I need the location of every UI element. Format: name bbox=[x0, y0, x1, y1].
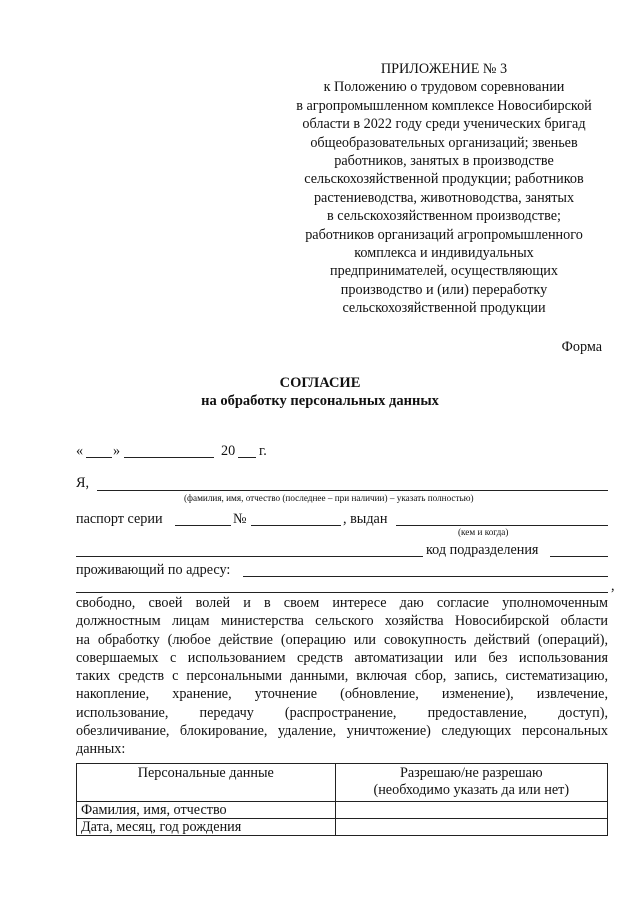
permission-header-line-1: Разрешаю/не разрешаю bbox=[399, 765, 543, 781]
appendix-line: сельскохозяйственной продукции; работников bbox=[304, 171, 584, 188]
consent-line: данных: bbox=[76, 741, 126, 758]
consent-line: накопление, хранение, уточнение (обновление, изменение), извлечение, bbox=[76, 686, 608, 703]
issued-caption: (кем и когда) bbox=[458, 527, 509, 537]
year-suffix: г. bbox=[259, 443, 267, 459]
passport-label: паспорт серии bbox=[76, 511, 163, 527]
table-row bbox=[77, 819, 608, 836]
date-close-quote: » bbox=[113, 443, 121, 459]
day-field[interactable] bbox=[86, 457, 112, 458]
consent-paragraph bbox=[76, 594, 608, 759]
address-field[interactable] bbox=[243, 576, 608, 577]
table-row bbox=[77, 802, 608, 819]
consent-line: использование, передачу (распространение, предоставление, доступ), bbox=[76, 704, 608, 721]
number-sign: № bbox=[233, 511, 247, 527]
passport-series-field[interactable] bbox=[175, 525, 231, 526]
consent-line: обезличивание, блокирование, удаление, уничтожение) следующих персональных bbox=[76, 723, 608, 740]
permission-input-birth-date[interactable] bbox=[335, 819, 607, 836]
permission-input-full-name[interactable] bbox=[335, 802, 607, 819]
passport-number-field[interactable] bbox=[251, 525, 341, 526]
address-label: проживающий по адресу: bbox=[76, 562, 231, 578]
appendix-line: производство и (или) переработку bbox=[340, 281, 548, 298]
i-label: Я, bbox=[76, 475, 90, 491]
personal-data-table bbox=[76, 763, 608, 836]
title-line-1: СОГЛАСИЕ bbox=[279, 375, 361, 391]
appendix-heading: ПРИЛОЖЕНИЕ № 3 bbox=[380, 61, 508, 77]
appendix-line: работников, занятых в производстве bbox=[334, 153, 554, 170]
appendix-line: растениеводства, животноводства, занятых bbox=[313, 189, 575, 206]
consent-line: совершаемых с использованием средств автоматизации или без использования bbox=[76, 649, 608, 666]
issued-label: , выдан bbox=[343, 511, 388, 527]
appendix-line: к Положению о трудовом соревновании bbox=[323, 79, 565, 96]
full-name-field[interactable] bbox=[97, 490, 608, 491]
appendix-line: в агропромышленном комплексе Новосибирской bbox=[296, 97, 592, 114]
consent-line: таких средств с персональными данными, включая сбор, запись, систематизацию, bbox=[76, 668, 608, 685]
document-title bbox=[0, 374, 640, 410]
subdivision-label: код подразделения bbox=[426, 542, 539, 558]
appendix-line: предпринимателей, осуществляющих bbox=[330, 263, 558, 280]
year-field[interactable] bbox=[238, 457, 256, 458]
form-label: Форма bbox=[561, 339, 602, 355]
address-comma: , bbox=[611, 578, 615, 594]
full-name-caption: (фамилия, имя, отчество (последнее – при наличии) – указать полностью) bbox=[184, 493, 474, 503]
appendix-block bbox=[282, 60, 606, 318]
consent-line: на обработку (любое действие (операцию или совокупность действий (операций), bbox=[76, 631, 608, 648]
column-header-permission bbox=[335, 764, 607, 802]
year-prefix: 20 bbox=[221, 443, 236, 459]
issued-by-field[interactable] bbox=[396, 525, 608, 526]
appendix-line: общеобразовательных организаций; звеньев bbox=[310, 134, 578, 151]
subdivision-code-field[interactable] bbox=[550, 556, 608, 557]
appendix-line: работников организаций агропромышленного bbox=[305, 226, 583, 243]
title-line-2: на обработку персональных данных bbox=[201, 393, 439, 409]
column-header-personal-data: Персональные данные bbox=[77, 764, 336, 802]
row-label-birth-date: Дата, месяц, год рождения bbox=[77, 819, 336, 836]
issued-by-continuation-field[interactable] bbox=[76, 556, 423, 557]
address-continuation-field[interactable] bbox=[76, 592, 608, 593]
consent-line: свободно, своей волей и в своем интересе даю согласие уполномоченным bbox=[76, 595, 608, 611]
month-field[interactable] bbox=[124, 457, 214, 458]
appendix-line: в сельскохозяйственном производстве; bbox=[327, 208, 561, 225]
table-header-row bbox=[77, 764, 608, 802]
appendix-line: области в 2022 году среди ученических бригад bbox=[302, 116, 586, 133]
row-label-full-name: Фамилия, имя, отчество bbox=[77, 802, 336, 819]
appendix-line: комплекса и индивидуальных bbox=[354, 245, 534, 262]
appendix-line: сельскохозяйственной продукции bbox=[342, 300, 546, 317]
date-open-quote: « bbox=[76, 443, 84, 459]
consent-line: должностным лицам министерства сельского хозяйства Новосибирской области bbox=[76, 613, 608, 630]
permission-header-line-2: (необходимо указать да или нет) bbox=[373, 782, 570, 798]
